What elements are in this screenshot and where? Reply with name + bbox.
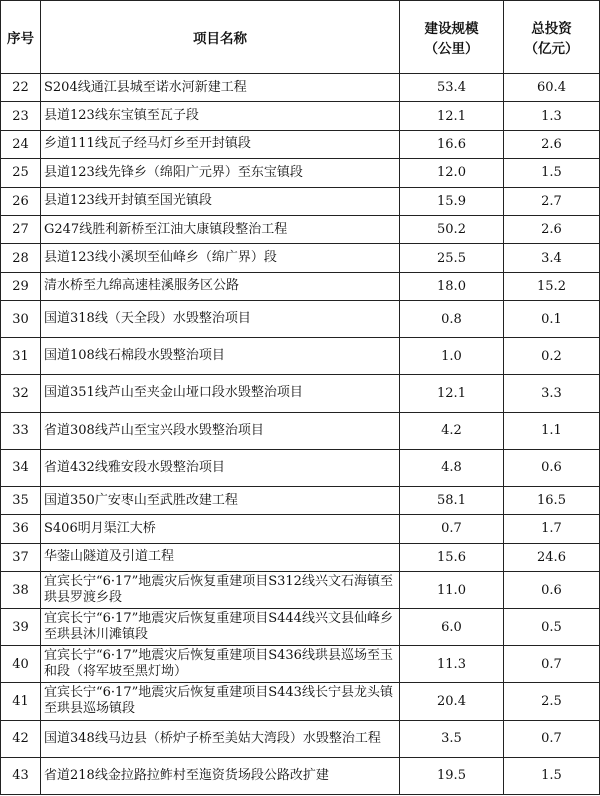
row-seq: 37 [1, 543, 41, 571]
row-seq: 36 [1, 515, 41, 543]
row-scale: 0.7 [400, 515, 504, 543]
table-row [1, 338, 600, 375]
row-investment: 1.3 [504, 102, 600, 130]
row-scale: 1.0 [400, 338, 504, 375]
table-row [1, 375, 600, 412]
row-scale: 0.8 [400, 301, 504, 338]
row-seq: 40 [1, 646, 41, 683]
table-row [1, 301, 600, 338]
table-row [1, 102, 600, 130]
row-scale: 19.5 [400, 757, 504, 794]
table-row [1, 159, 600, 187]
row-scale: 11.0 [400, 572, 504, 609]
row-seq: 32 [1, 375, 41, 412]
row-seq: 22 [1, 74, 41, 102]
table-row [1, 130, 600, 158]
row-seq: 25 [1, 159, 41, 187]
row-investment: 2.6 [504, 215, 600, 243]
header-investment-label: 总投资 [531, 21, 572, 37]
row-project-name: 清水桥至九绵高速桂溪服务区公路 [41, 272, 400, 300]
row-seq: 43 [1, 757, 41, 794]
table-row [1, 449, 600, 486]
row-project-name: 宜宾长宁“6·17”地震灾后恢复重建项目S436线珙县巡场至玉和段（将军坡至黑灯坳） [41, 646, 400, 683]
row-project-name: 宜宾长宁“6·17”地震灾后恢复重建项目S444线兴文县仙峰乡至珙县沐川滩镇段 [41, 609, 400, 646]
row-project-name: 国道108线石棉段水毁整治项目 [41, 338, 400, 375]
table-row [1, 486, 600, 514]
header-investment-unit: （亿元） [524, 41, 579, 57]
table-row [1, 412, 600, 449]
row-investment: 60.4 [504, 74, 600, 102]
row-scale: 11.3 [400, 646, 504, 683]
row-investment: 0.1 [504, 301, 600, 338]
header-seq: 序号 [1, 1, 41, 74]
row-investment: 3.4 [504, 244, 600, 272]
row-seq: 26 [1, 187, 41, 215]
row-investment: 1.1 [504, 412, 600, 449]
row-seq: 38 [1, 572, 41, 609]
row-project-name: 县道123线先锋乡（绵阳广元界）至东宝镇段 [41, 159, 400, 187]
row-project-name: 省道218线金拉路拉鲊村至迤资货场段公路改扩建 [41, 757, 400, 794]
row-investment: 16.5 [504, 486, 600, 514]
row-scale: 15.6 [400, 543, 504, 571]
row-scale: 58.1 [400, 486, 504, 514]
table-row [1, 757, 600, 794]
row-project-name: 县道123线东宝镇至瓦子段 [41, 102, 400, 130]
row-investment: 0.7 [504, 646, 600, 683]
row-project-name: 华蓥山隧道及引道工程 [41, 543, 400, 571]
row-scale: 12.1 [400, 375, 504, 412]
row-seq: 35 [1, 486, 41, 514]
table-row [1, 609, 600, 646]
table-row [1, 187, 600, 215]
table-row [1, 244, 600, 272]
table-row [1, 572, 600, 609]
header-investment [504, 1, 600, 74]
table-row [1, 215, 600, 243]
row-project-name: 省道308线芦山至宝兴段水毁整治项目 [41, 412, 400, 449]
table-body [1, 74, 600, 795]
row-project-name: 县道123线开封镇至国光镇段 [41, 187, 400, 215]
row-seq: 24 [1, 130, 41, 158]
header-scale-label: 建设规模 [424, 21, 479, 37]
table-row [1, 515, 600, 543]
row-investment: 2.5 [504, 683, 600, 720]
row-scale: 50.2 [400, 215, 504, 243]
row-investment: 15.2 [504, 272, 600, 300]
row-seq: 27 [1, 215, 41, 243]
row-project-name: S406明月渠江大桥 [41, 515, 400, 543]
header-project-name: 项目名称 [41, 1, 400, 74]
row-seq: 42 [1, 720, 41, 757]
row-scale: 25.5 [400, 244, 504, 272]
row-scale: 15.9 [400, 187, 504, 215]
table-row [1, 720, 600, 757]
row-project-name: 国道351线芦山至夹金山垭口段水毁整治项目 [41, 375, 400, 412]
row-investment: 2.7 [504, 187, 600, 215]
row-project-name: 国道318线（天全段）水毁整治项目 [41, 301, 400, 338]
row-seq: 23 [1, 102, 41, 130]
row-project-name: G247线胜利新桥至江油大康镇段整治工程 [41, 215, 400, 243]
row-scale: 12.0 [400, 159, 504, 187]
row-scale: 12.1 [400, 102, 504, 130]
table-header-row [1, 1, 600, 74]
row-scale: 4.8 [400, 449, 504, 486]
header-scale [400, 1, 504, 74]
row-project-name: 省道432线雅安段水毁整治项目 [41, 449, 400, 486]
row-investment: 0.5 [504, 609, 600, 646]
table-row [1, 683, 600, 720]
table-row [1, 74, 600, 102]
row-investment: 0.6 [504, 449, 600, 486]
row-investment: 0.6 [504, 572, 600, 609]
table-row [1, 272, 600, 300]
row-scale: 4.2 [400, 412, 504, 449]
row-project-name: S204线通江县城至诺水河新建工程 [41, 74, 400, 102]
table-row [1, 543, 600, 571]
row-project-name: 宜宾长宁“6·17”地震灾后恢复重建项目S443线长宁县龙头镇至珙县巡场镇段 [41, 683, 400, 720]
row-project-name: 县道123线小溪坝至仙峰乡（绵广界）段 [41, 244, 400, 272]
table-row [1, 646, 600, 683]
row-seq: 34 [1, 449, 41, 486]
row-scale: 16.6 [400, 130, 504, 158]
row-investment: 0.2 [504, 338, 600, 375]
row-seq: 31 [1, 338, 41, 375]
row-investment: 0.7 [504, 720, 600, 757]
row-seq: 28 [1, 244, 41, 272]
row-seq: 39 [1, 609, 41, 646]
row-investment: 3.3 [504, 375, 600, 412]
row-investment: 2.6 [504, 130, 600, 158]
row-investment: 1.7 [504, 515, 600, 543]
row-seq: 41 [1, 683, 41, 720]
row-project-name: 乡道111线瓦子经马灯乡至开封镇段 [41, 130, 400, 158]
row-investment: 24.6 [504, 543, 600, 571]
row-investment: 1.5 [504, 159, 600, 187]
row-project-name: 国道350广安枣山至武胜改建工程 [41, 486, 400, 514]
row-seq: 33 [1, 412, 41, 449]
row-scale: 53.4 [400, 74, 504, 102]
row-scale: 6.0 [400, 609, 504, 646]
row-scale: 3.5 [400, 720, 504, 757]
row-project-name: 宜宾长宁“6·17”地震灾后恢复重建项目S312线兴文石海镇至珙县罗渡乡段 [41, 572, 400, 609]
header-scale-unit: （公里） [424, 41, 479, 57]
row-investment: 1.5 [504, 757, 600, 794]
row-scale: 18.0 [400, 272, 504, 300]
row-seq: 30 [1, 301, 41, 338]
row-scale: 20.4 [400, 683, 504, 720]
row-seq: 29 [1, 272, 41, 300]
row-project-name: 国道348线马边县（桥炉子桥至美姑大湾段）水毁整治工程 [41, 720, 400, 757]
